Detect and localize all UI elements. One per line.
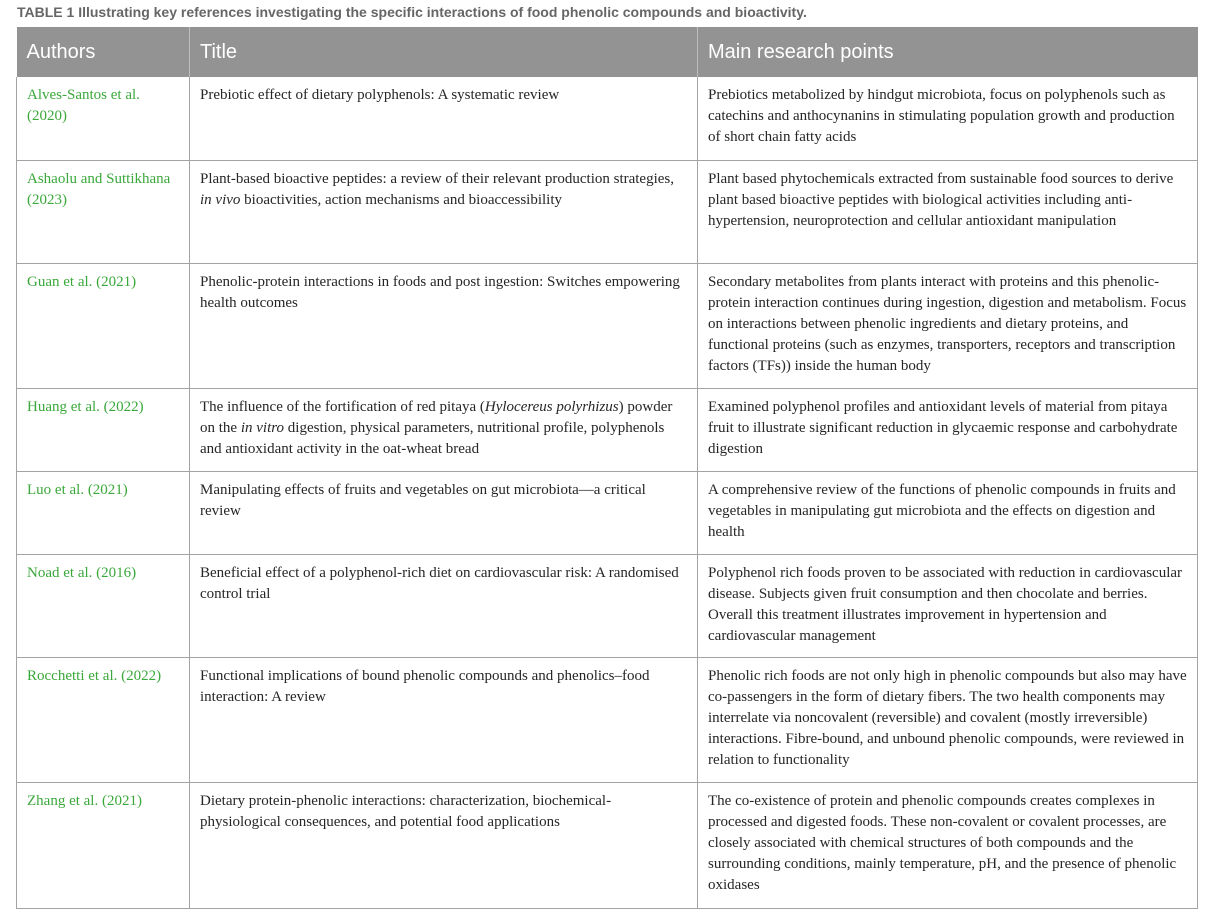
table-caption: TABLE 1 Illustrating key references investigating the specific interactions of food phenolic compounds and bioactivity. xyxy=(17,4,807,20)
title-text: bioactivities, action mechanisms and bioaccessibility xyxy=(240,191,562,208)
author-link[interactable]: Ashaolu and Suttikhana (2023) xyxy=(17,160,190,263)
points-cell: Prebiotics metabolized by hindgut microbiota, focus on polyphenols such as catechins and anthocynanins in stimulating population growth and production of short chain fatty acids xyxy=(698,77,1198,160)
points-cell: The co-existence of protein and phenolic compounds creates complexes in processed and digested foods. These non-covalent or covalent processes, are closely associated with chemical structures of both compounds and the surrounding conditions, mainly temperature, pH, and the presence of phenolic oxidases xyxy=(698,782,1198,908)
title-cell xyxy=(190,657,698,782)
title-cell xyxy=(190,554,698,657)
title-text: Dietary protein-phenolic interactions: characterization, biochemical-physiological consequences, and potential food applications xyxy=(200,792,612,830)
points-cell: Examined polyphenol profiles and antioxidant levels of material from pitaya fruit to illustrate significant reduction in glycaemic response and carbohydrate digestion xyxy=(698,388,1198,471)
title-text: Beneficial effect of a polyphenol-rich diet on cardiovascular risk: A randomised control trial xyxy=(200,564,679,602)
title-text: Functional implications of bound phenolic compounds and phenolics–food interaction: A review xyxy=(200,667,650,705)
title-cell xyxy=(190,471,698,554)
title-italic-text: Hylocereus polyrhizus xyxy=(484,398,619,415)
title-text: ) powder on the xyxy=(200,398,673,436)
author-link[interactable]: Alves-Santos et al. (2020) xyxy=(17,77,190,160)
title-text: Phenolic-protein interactions in foods and post ingestion: Switches empowering health outcomes xyxy=(200,273,680,311)
table-row xyxy=(17,160,1198,263)
title-text: Manipulating effects of fruits and vegetables on gut microbiota—a critical review xyxy=(200,481,646,519)
author-link[interactable]: Huang et al. (2022) xyxy=(17,388,190,471)
table-row xyxy=(17,471,1198,554)
title-cell xyxy=(190,263,698,388)
table-row xyxy=(17,263,1198,388)
title-text: digestion, physical parameters, nutritional profile, polyphenols and antioxidant activity in the oat-wheat bread xyxy=(200,419,665,457)
references-table xyxy=(16,27,1198,909)
table-header-row xyxy=(17,27,1198,77)
header-title: Title xyxy=(190,27,698,77)
title-italic-text: in vitro xyxy=(240,419,285,436)
table-row xyxy=(17,657,1198,782)
title-text: Plant-based bioactive peptides: a review of their relevant production strategies, xyxy=(200,170,675,187)
title-cell xyxy=(190,388,698,471)
title-cell xyxy=(190,77,698,160)
title-text: Prebiotic effect of dietary polyphenols: A systematic review xyxy=(200,87,560,103)
points-cell: A comprehensive review of the functions of phenolic compounds in fruits and vegetables in manipulating gut microbiota and the effects on digestion and health xyxy=(698,471,1198,554)
points-cell: Secondary metabolites from plants interact with proteins and this phenolic-protein interaction continues during ingestion, digestion and metabolism. Focus on interactions between phenolic ingredients and dietary proteins, and functional proteins (such as enzymes, transporters, receptors and transcription factors (TFs)) inside the human body xyxy=(698,263,1198,388)
points-cell: Polyphenol rich foods proven to be associated with reduction in cardiovascular disease. Subjects given fruit consumption and then chocolate and berries. Overall this treatment illustrates improvement in hypertension and cardiovascular management xyxy=(698,554,1198,657)
points-cell: Plant based phytochemicals extracted from sustainable food sources to derive plant based bioactive peptides with biological activities including anti-hypertension, neuroprotection and cellular antioxidant manipulation xyxy=(698,160,1198,263)
author-link[interactable]: Zhang et al. (2021) xyxy=(17,782,190,908)
author-link[interactable]: Noad et al. (2016) xyxy=(17,554,190,657)
title-cell xyxy=(190,160,698,263)
author-link[interactable]: Guan et al. (2021) xyxy=(17,263,190,388)
header-main-research-points: Main research points xyxy=(698,27,1198,77)
title-italic-text: in vivo xyxy=(200,191,241,208)
table-row xyxy=(17,554,1198,657)
table-row xyxy=(17,77,1198,160)
title-text: The influence of the fortification of red pitaya ( xyxy=(200,398,485,415)
table-row xyxy=(17,782,1198,908)
title-cell xyxy=(190,782,698,908)
author-link[interactable]: Rocchetti et al. (2022) xyxy=(17,657,190,782)
table-row xyxy=(17,388,1198,471)
author-link[interactable]: Luo et al. (2021) xyxy=(17,471,190,554)
header-authors: Authors xyxy=(17,27,190,77)
points-cell: Phenolic rich foods are not only high in phenolic compounds but also may have co-passengers in the form of dietary fibers. The two health components may interrelate via noncovalent (reversible) and covalent (mostly irreversible) interactions. Fibre-bound, and unbound phenolic compounds, were reviewed in relation to functionality xyxy=(698,657,1198,782)
